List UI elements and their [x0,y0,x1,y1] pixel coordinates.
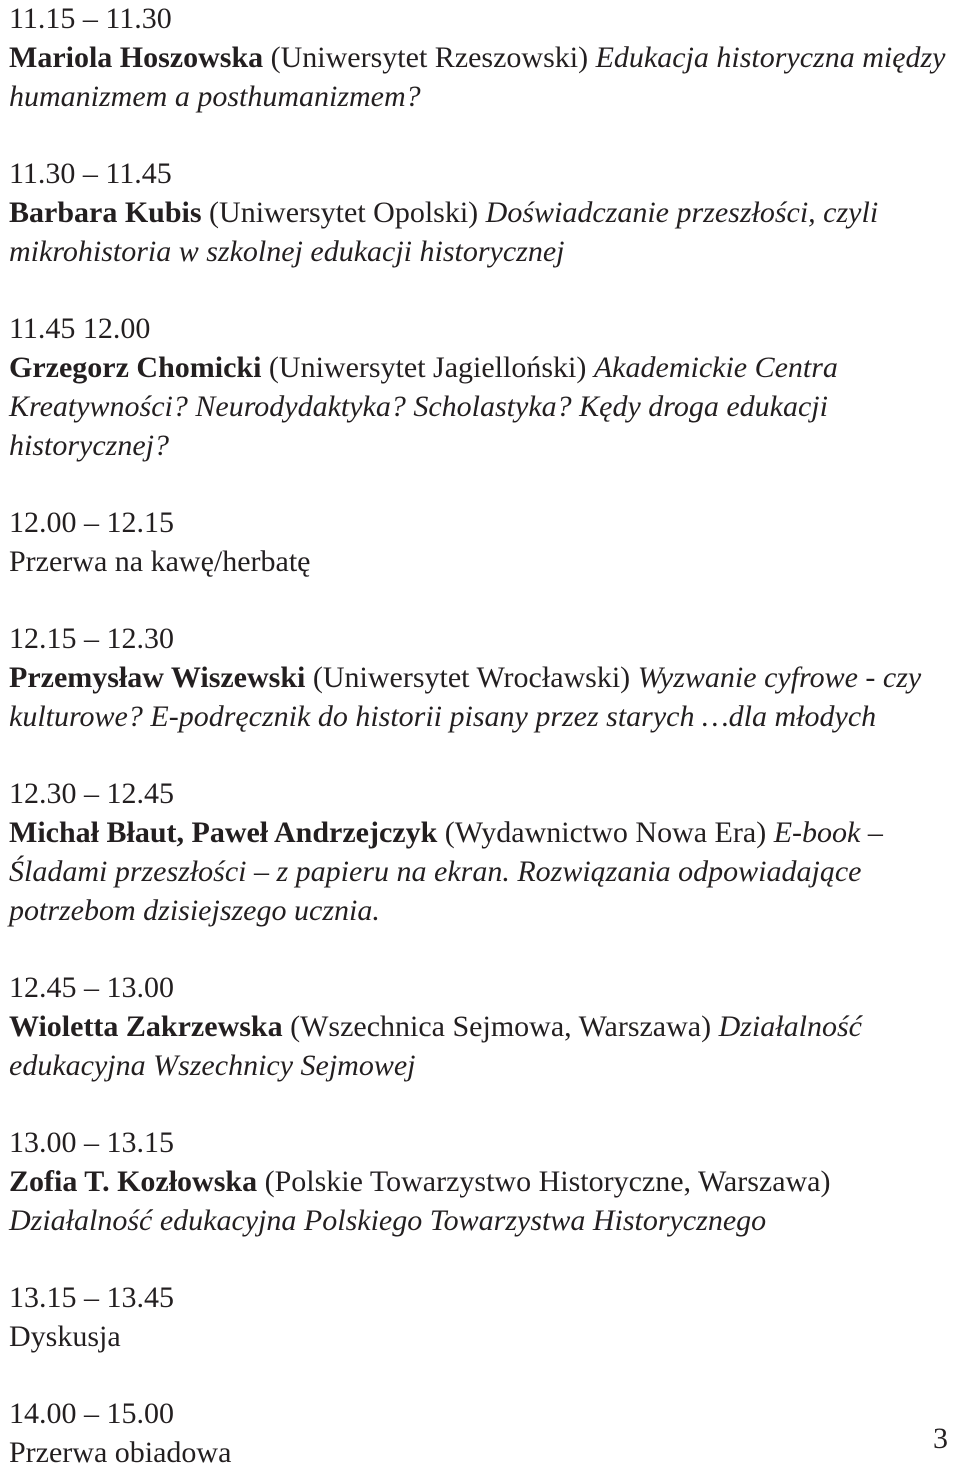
program-entry [9,1279,955,1356]
affiliation: (Uniwersytet Rzeszowski) [270,41,589,74]
speaker-name: Mariola Hoszowska [9,41,264,74]
speaker-name: Wioletta Zakrzewska [9,1010,283,1043]
affiliation: (Uniwersytet Wrocławski) [312,661,631,694]
speaker-name: Barbara Kubis [9,196,202,229]
time-slot: 11.15 – 11.30 [9,2,172,35]
time-slot: 13.00 – 13.15 [9,1126,174,1159]
talk-details [9,658,955,736]
spacer [9,1356,955,1395]
spacer [9,271,955,310]
time-slot: 12.45 – 13.00 [9,971,174,1004]
program-entry [9,310,955,465]
affiliation: (Uniwersytet Jagielloński) [268,351,587,384]
speaker-name: Grzegorz Chomicki [9,351,262,384]
spacer [9,465,955,504]
talk-details [9,1162,955,1240]
discussion-label: Dyskusja [9,1320,121,1353]
time-slot: 14.00 – 15.00 [9,1397,174,1430]
spacer [9,1240,955,1279]
time-slot: 12.15 – 12.30 [9,622,174,655]
talk-title: Akademickie Centra Kreatywności? Neurodydaktyka? Scholastyka? Kędy droga edukacji historycznej? [9,351,838,462]
talk-title: Edukacja historyczna między humanizmem a posthumanizmem? [9,41,946,113]
time-slot: 11.30 – 11.45 [9,157,172,190]
time-slot: 12.00 – 12.15 [9,506,174,539]
talk-details [9,813,955,930]
break-label: Przerwa obiadowa [9,1436,232,1469]
speaker-name: Michał Błaut, Paweł Andrzejczyk [9,816,438,849]
talk-title: Działalność edukacyjna Wszechnicy Sejmowej [9,1010,862,1082]
affiliation: (Wydawnictwo Nowa Era) [444,816,767,849]
affiliation: (Polskie Towarzystwo Historyczne, Warszawa) [264,1165,831,1198]
talk-details [9,193,955,271]
program-entry [9,775,955,930]
talk-details [9,1007,955,1085]
spacer [9,930,955,969]
program-entry [9,620,955,736]
talk-details [9,348,955,465]
time-slot: 12.30 – 12.45 [9,777,174,810]
page-number: 3 [933,1422,948,1455]
affiliation: (Wszechnica Sejmowa, Warszawa) [290,1010,712,1043]
spacer [9,736,955,775]
spacer [9,1085,955,1124]
spacer [9,116,955,155]
program-entry [9,969,955,1085]
program-page [9,0,955,1472]
speaker-name: Przemysław Wiszewski [9,661,306,694]
program-entry [9,0,955,116]
talk-title: Działalność edukacyjna Polskiego Towarzystwa Historycznego [9,1204,767,1237]
talk-title: Wyzwanie cyfrowe - czy kulturowe? E-podręcznik do historii pisany przez starych …dla młodych [9,661,922,733]
spacer [9,581,955,620]
speaker-name: Zofia T. Kozłowska [9,1165,258,1198]
program-entry [9,1124,955,1240]
talk-title: Doświadczanie przeszłości, czyli mikrohistoria w szkolnej edukacji historycznej [9,196,879,268]
talk-title: E-book – Śladami przeszłości – z papieru na ekran. Rozwiązania odpowiadające potrzebom dzisiejszego ucznia. [9,816,883,927]
program-entry [9,504,955,581]
affiliation: (Uniwersytet Opolski) [209,196,479,229]
program-entry [9,155,955,271]
program-entry [9,1395,955,1472]
time-slot: 13.15 – 13.45 [9,1281,174,1314]
break-label: Przerwa na kawę/herbatę [9,545,311,578]
talk-details [9,38,955,116]
time-slot: 11.45 12.00 [9,312,151,345]
